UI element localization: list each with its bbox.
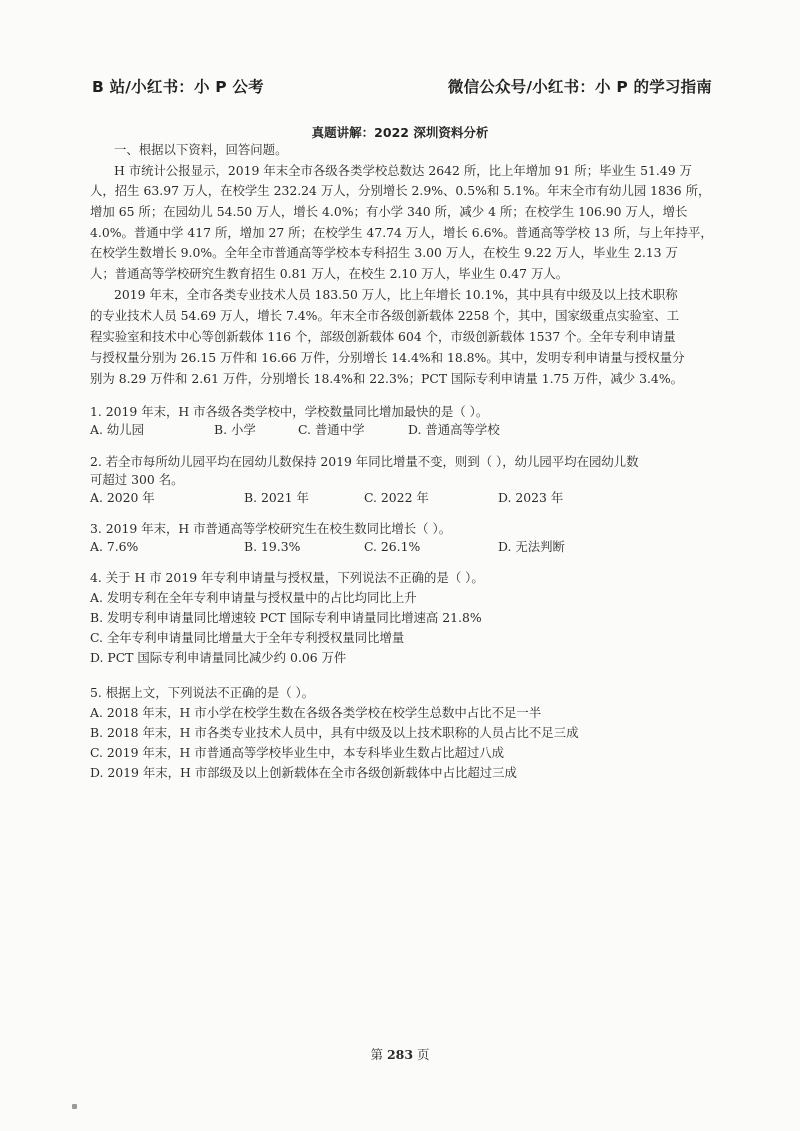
page-number-prefix: 第 [370,1047,383,1062]
q5-option-d[interactable]: D. 2019 年末，H 市部级及以上创新载体在全市各级创新载体中占比超过三成 [90,765,517,780]
q3-option-c[interactable]: C. 26.1% [364,539,421,554]
passage-line: 别为 8.29 万件和 2.61 万件，分别增长 18.4%和 22.3%；PCT 国际专利申请量 1.75 万件，减少 3.4%。 [90,371,683,386]
question-4-stem: 4. 关于 H 市 2019 年专利申请量与授权量，下列说法不正确的是（ ）。 [90,570,484,585]
page-number [0,1045,800,1063]
page-title: 真题讲解：2022 深圳资料分析 [311,125,489,140]
question-5-stem: 5. 根据上文，下列说法不正确的是（ ）。 [90,685,315,700]
passage-line: 的专业技术人员 54.69 万人，增长 7.4%。年末全市各级创新载体 2258 个，其中，国家级重点实验室、工 [90,308,680,323]
question-2-options [90,490,710,506]
question-1-options [90,422,710,438]
q2-option-a[interactable]: A. 2020 年 [90,490,155,505]
question-2-stem-cont: 可超过 300 名。 [90,472,184,487]
passage-line: 4.0%。普通中学 417 所，增加 27 所；在校学生 47.74 万人，增长 6.6%。普通高等学校 13 所，与上年持平， [90,225,713,240]
question-2-stem: 2. 若全市每所幼儿园平均在园幼儿数保持 2019 年同比增量不变，则到（ ），幼儿园平均在园幼儿数 [90,454,639,469]
page-number-value: 283 [386,1047,414,1062]
q4-option-b[interactable]: B. 发明专利申请量同比增速较 PCT 国际专利申请量同比增速高 21.8% [90,610,482,625]
q1-option-c[interactable]: C. 普通中学 [298,422,365,437]
passage-line: 在校学生数增长 9.0%。全年全市普通高等学校本专科招生 3.00 万人，在校生 9.22 万人，毕业生 2.13 万 [90,245,678,260]
passage-line: 与授权量分别为 26.15 万件和 16.66 万件，分别增长 14.4%和 18.8%。其中，发明专利申请量与授权量分 [90,350,685,365]
q4-option-a[interactable]: A. 发明专利在全年专利申请量与授权量中的占比均同比上升 [90,590,417,605]
q4-option-d[interactable]: D. PCT 国际专利申请量同比减少约 0.06 万件 [90,650,347,665]
question-3-stem: 3. 2019 年末，H 市普通高等学校研究生在校生数同比增长（ ）。 [90,521,452,536]
q2-option-b[interactable]: B. 2021 年 [244,490,309,505]
q1-option-b[interactable]: B. 小学 [214,422,256,437]
header-right-source: 微信公众号/小红书：小 P 的学习指南 [447,78,712,96]
question-1-stem: 1. 2019 年末，H 市各级各类学校中，学校数量同比增加最快的是（ ）。 [90,404,489,419]
q1-option-a[interactable]: A. 幼儿园 [90,422,144,437]
passage-line: 增加 65 所；在园幼儿 54.50 万人，增长 4.0%；有小学 340 所，减少 4 所；在校学生 106.90 万人，增长 [90,204,688,219]
q1-option-d[interactable]: D. 普通高等学校 [408,422,500,437]
scan-speck [72,1104,77,1109]
passage-line: 人；普通高等学校研究生教育招生 0.81 万人，在校生 2.10 万人，毕业生 0.47 万人。 [90,266,569,281]
q5-option-c[interactable]: C. 2019 年末，H 市普通高等学校毕业生中，本专科毕业生数占比超过八成 [90,745,505,760]
passage-line: 程实验室和技术中心等创新载体 116 个，部级创新载体 604 个，市级创新载体 1537 个。全年专利申请量 [90,329,676,344]
q5-option-b[interactable]: B. 2018 年末，H 市各类专业技术人员中，具有中级及以上技术职称的人员占比不足三成 [90,725,579,740]
q3-option-d[interactable]: D. 无法判断 [498,539,565,554]
page-number-suffix: 页 [417,1047,430,1062]
header-left-source: B 站/小红书：小 P 公考 [92,78,264,96]
section-intro: 一、根据以下资料，回答问题。 [114,142,288,157]
passage-line: H 市统计公报显示，2019 年末全市各级各类学校总数达 2642 所，比上年增加 91 所；毕业生 51.49 万 [114,163,692,178]
q3-option-a[interactable]: A. 7.6% [90,539,139,554]
passage-line: 2019 年末，全市各类专业技术人员 183.50 万人，比上年增长 10.1%，其中具有中级及以上技术职称 [114,287,678,302]
passage-line: 人，招生 63.97 万人，在校学生 232.24 万人，分别增长 2.9%、0.5%和 5.1%。年末全市有幼儿园 1836 所， [90,183,711,198]
q2-option-c[interactable]: C. 2022 年 [364,490,429,505]
q3-option-b[interactable]: B. 19.3% [244,539,301,554]
q4-option-c[interactable]: C. 全年专利申请量同比增量大于全年专利授权量同比增量 [90,630,405,645]
question-3-options [90,539,710,555]
q5-option-a[interactable]: A. 2018 年末，H 市小学在校学生数在各级各类学校在校学生总数中占比不足一半 [90,705,542,720]
q2-option-d[interactable]: D. 2023 年 [498,490,564,505]
